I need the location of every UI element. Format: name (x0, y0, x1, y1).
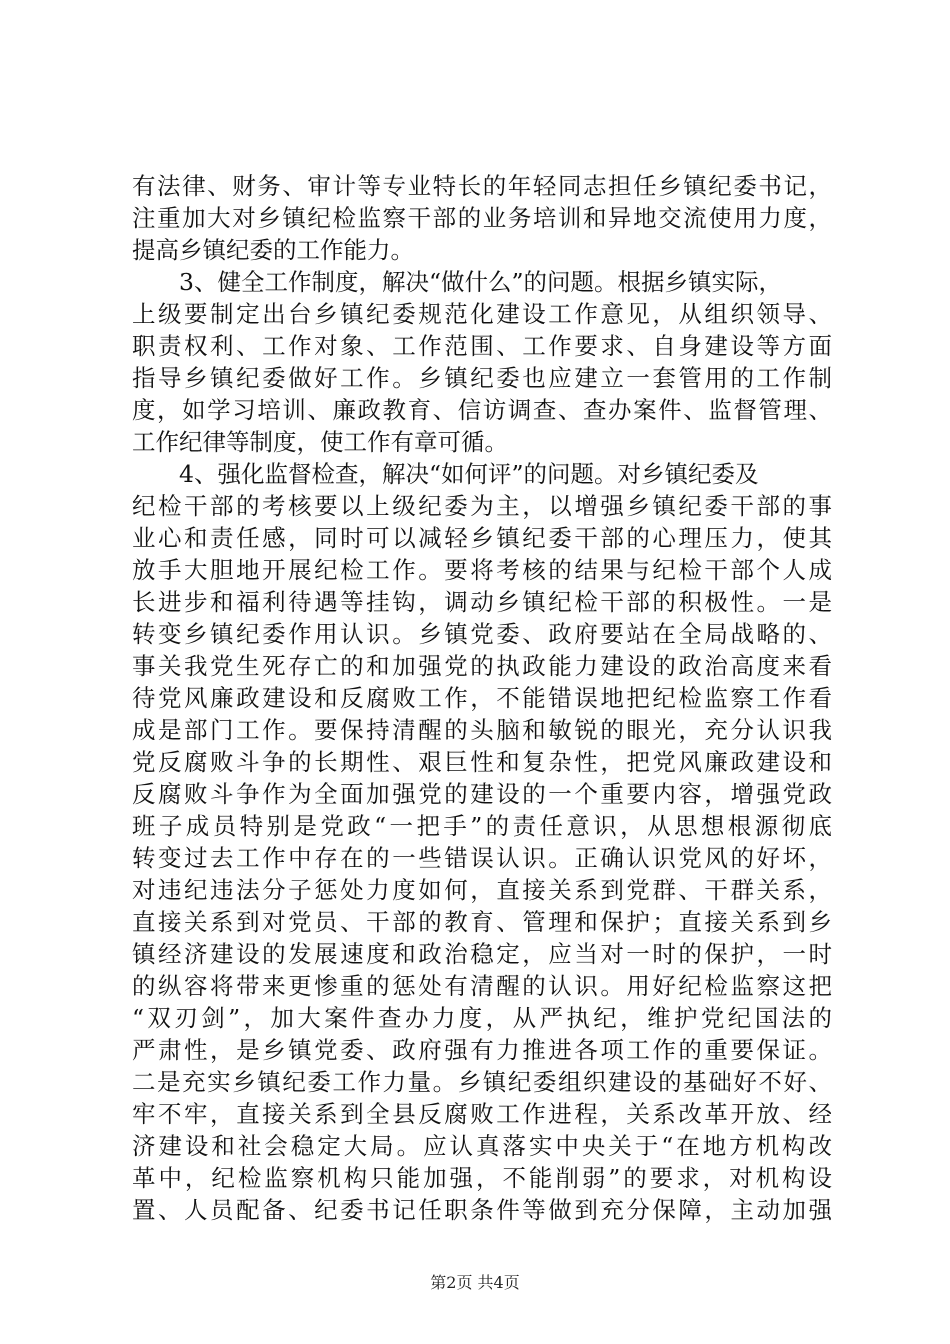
text-line: 置、人员配备、纪委书记任职条件等做到充分保障，主动加强 (132, 1196, 832, 1224)
text-line: 工作纪律等制度，使工作有章可循。 (132, 428, 508, 456)
text-line: 镇经济建设的发展速度和政治稳定，应当对一时的保护，一时 (132, 940, 832, 968)
text-line: 度，如学习培训、廉政教育、信访调查、查办案件、监督管理、 (132, 396, 832, 424)
text-line: 注重加大对乡镇纪检监察干部的业务培训和异地交流使用力度， (132, 204, 832, 232)
text-line: 二是充实乡镇纪委工作力量。乡镇纪委组织建设的基础好不好、 (132, 1068, 832, 1096)
text-line: 长进步和福利待遇等挂钩，调动乡镇纪检干部的积极性。一是 (132, 588, 832, 616)
text-line: 革中，纪检监察机构只能加强，不能削弱”的要求，对机构设 (132, 1164, 832, 1192)
text-line: 纪检干部的考核要以上级纪委为主，以增强乡镇纪委干部的事 (132, 492, 832, 520)
text-line: 班子成员特别是党政“一把手”的责任意识，从思想根源彻底 (132, 812, 832, 840)
text-line: 转变过去工作中存在的一些错误认识。正确认识党风的好坏， (132, 844, 832, 872)
paragraph-first-line: 4、强化监督检查，解决“如何评”的问题。对乡镇纪委及 (179, 460, 759, 488)
page-number-label: 第2页 共4页 (430, 1273, 520, 1292)
text-line: 上级要制定出台乡镇纪委规范化建设工作意见，从组织领导、 (132, 300, 832, 328)
text-line: 反腐败斗争作为全面加强党的建设的一个重要内容，增强党政 (132, 780, 832, 808)
text-line: 放手大胆地开展纪检工作。要将考核的结果与纪检干部个人成 (132, 556, 832, 584)
text-line: 成是部门工作。要保持清醒的头脑和敏锐的眼光，充分认识我 (132, 716, 832, 744)
text-line: 有法律、财务、审计等专业特长的年轻同志担任乡镇纪委书记， (132, 172, 832, 200)
text-line: 指导乡镇纪委做好工作。乡镇纪委也应建立一套管用的工作制 (132, 364, 832, 392)
text-line: “双刃剑”，加大案件查办力度，从严执纪，维护党纪国法的 (132, 1004, 832, 1032)
document-body (132, 170, 832, 1226)
text-line: 党反腐败斗争的长期性、艰巨性和复杂性，把党风廉政建设和 (132, 748, 832, 776)
paragraph-first-line: 3、健全工作制度，解决“做什么”的问题。根据乡镇实际， (179, 268, 782, 296)
text-line: 济建设和社会稳定大局。应认真落实中央关于“在地方机构改 (132, 1132, 832, 1160)
text-line: 的纵容将带来更惨重的惩处有清醒的认识。用好纪检监察这把 (132, 972, 832, 1000)
text-line: 提高乡镇纪委的工作能力。 (132, 236, 414, 264)
text-line: 职责权利、工作对象、工作范围、工作要求、自身建设等方面 (132, 332, 832, 360)
text-line: 业心和责任感，同时可以减轻乡镇纪委干部的心理压力，使其 (132, 524, 832, 552)
text-line: 严肃性，是乡镇党委、政府强有力推进各项工作的重要保证。 (132, 1036, 832, 1064)
text-line: 直接关系到对党员、干部的教育、管理和保护；直接关系到乡 (132, 908, 832, 936)
text-line: 对违纪违法分子惩处力度如何，直接关系到党群、干群关系， (132, 876, 832, 904)
text-line: 事关我党生死存亡的和加强党的执政能力建设的政治高度来看 (132, 652, 832, 680)
text-line: 待党风廉政建设和反腐败工作，不能错误地把纪检监察工作看 (132, 684, 832, 712)
text-line: 转变乡镇纪委作用认识。乡镇党委、政府要站在全局战略的、 (132, 620, 832, 648)
text-line: 牢不牢，直接关系到全县反腐败工作进程，关系改革开放、经 (132, 1100, 832, 1128)
page-footer (0, 1270, 950, 1293)
